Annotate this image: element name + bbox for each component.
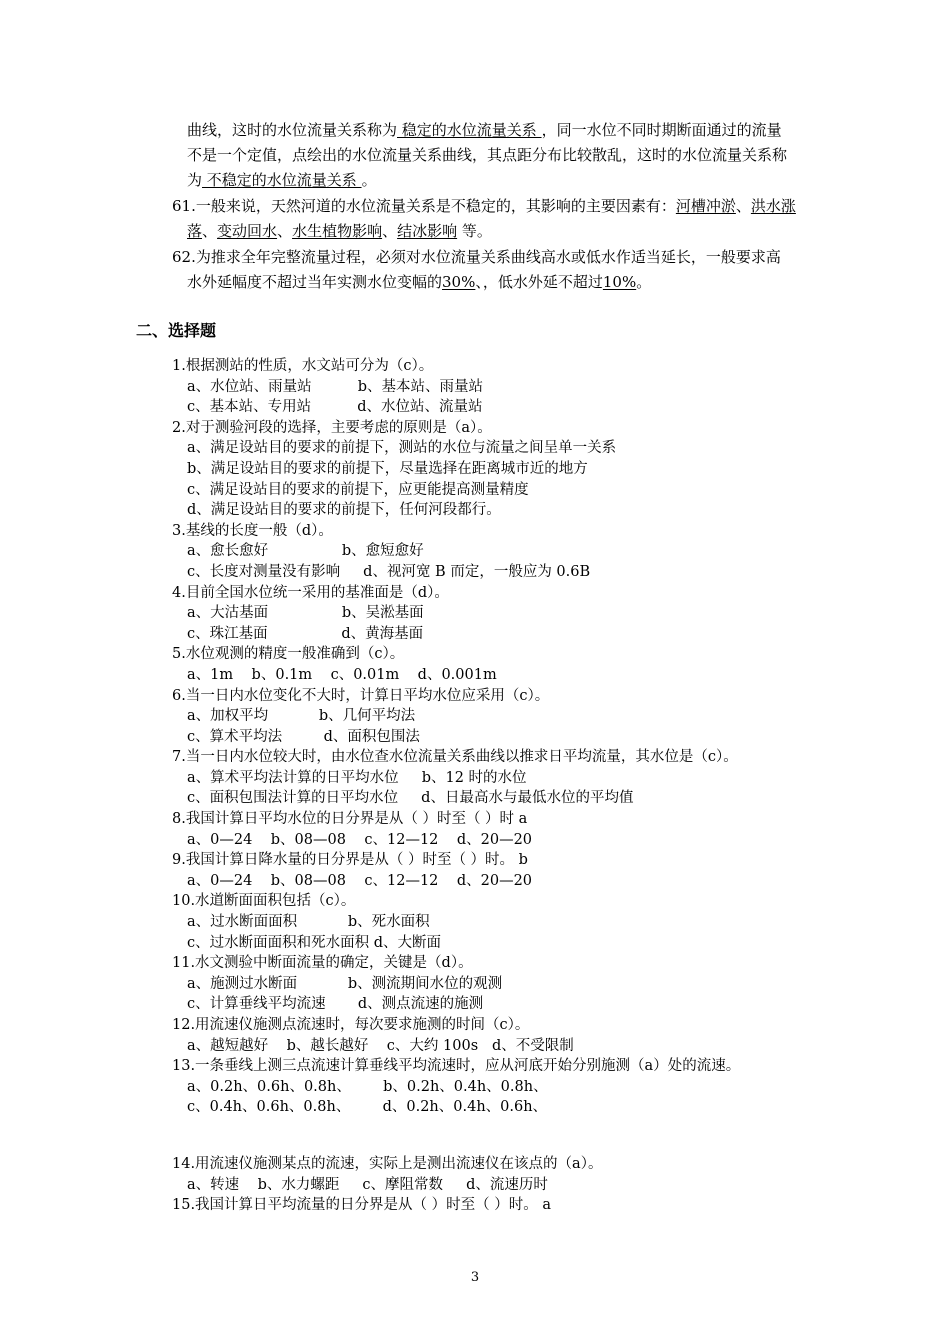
- question-options: a、施测过水断面 b、测流期间水位的观测: [187, 975, 503, 992]
- question-options: a、满足设站目的要求的前提下，测站的水位与流量之间呈单一关系: [187, 440, 617, 457]
- question-list: [172, 356, 872, 1118]
- question-stem: 12.用流速仪施测点流速时，每次要求施测的时间（c）。: [172, 1017, 530, 1033]
- question-item: [172, 809, 872, 850]
- answer-underline: 落: [187, 222, 203, 240]
- question-stem: 9.我国计算日降水量的日分界是从（ ）时至（ ）时。 b: [172, 852, 528, 869]
- question-stem: 4.目前全国水位统一采用的基准面是（d）。: [172, 584, 449, 601]
- question-item: [172, 1154, 872, 1195]
- question-options: c、0.4h、0.6h、0.8h、 d、0.2h、0.4h、0.6h、: [187, 1099, 548, 1116]
- text-line: 曲线，这时的水位流量关系称为 稳定的水位流量关系 ，同一水位不同时期断面通过的流量: [187, 121, 782, 139]
- question-item: [172, 1015, 872, 1056]
- question-options: c、长度对测量没有影响 d、视河宽 B 而定，一般应为 0.6B: [187, 563, 591, 580]
- question-options: c、计算垂线平均流速 d、测点流速的施测: [187, 996, 484, 1013]
- section-heading: 二、选择题: [136, 321, 217, 340]
- question-stem: 15.我国计算日平均流量的日分界是从（ ）时至（ ）时。 a: [172, 1197, 552, 1214]
- answer-underline: 变动回水: [217, 222, 278, 240]
- question-options: a、水位站、雨量站 b、基本站、雨量站: [187, 378, 484, 395]
- answer-underline: 结冰影响: [397, 222, 458, 240]
- question-stem: 13.一条垂线上测三点流速计算垂线平均流速时，应从河底开始分别施测（a）处的流速。: [172, 1058, 741, 1075]
- question-item: [172, 747, 872, 809]
- question-item: [172, 686, 872, 748]
- text-line: 为 不稳定的水位流量关系 。: [187, 171, 377, 189]
- text-line: 落、变动回水、水生植物影响、结冰影响 等。: [187, 222, 492, 240]
- question-options: a、算术平均法计算的日平均水位 b、12 时的水位: [187, 769, 527, 786]
- text-line: 不是一个定值，点绘出的水位流量关系曲线，其点距分布比较散乱，这时的水位流量关系称: [187, 146, 788, 164]
- question-options: c、珠江基面 d、黄海基面: [187, 625, 424, 642]
- answer-underline: 河槽冲淤: [675, 197, 736, 215]
- question-options: a、0.2h、0.6h、0.8h、 b、0.2h、0.4h、0.8h、: [187, 1078, 548, 1095]
- question-item: [172, 891, 872, 953]
- question-stem: 6.当一日内水位变化不大时，计算日平均水位应采用（c）。: [172, 687, 550, 704]
- question-options: a、转速 b、水力螺距 c、摩阻常数 d、流速历时: [187, 1176, 548, 1193]
- fill-paragraph-60: [187, 118, 847, 193]
- page-number: 3: [470, 1270, 480, 1285]
- question-stem: 14.用流速仪施测某点的流速，实际上是测出流速仪在该点的（a）。: [172, 1156, 603, 1172]
- question-options: a、加权平均 b、几何平均法: [187, 708, 416, 725]
- question-options: c、过水断面面积和死水面积 d、大断面: [187, 934, 442, 951]
- question-stem: 10.水道断面面积包括（c）。: [172, 893, 356, 910]
- fill-paragraph-62: [172, 245, 832, 295]
- question-options: a、0—24 b、08—08 c、12—12 d、20—20: [187, 872, 533, 889]
- answer-underline: 不稳定的水位流量关系: [202, 171, 362, 189]
- question-item: [172, 583, 872, 645]
- question-item: [172, 1056, 872, 1118]
- question-item: [172, 953, 872, 1015]
- question-options: a、越短越好 b、越长越好 c、大约 100s d、不受限制: [187, 1037, 574, 1054]
- question-options: c、满足设站目的要求的前提下，应更能提高测量精度: [187, 481, 529, 498]
- answer-underline: 10%: [602, 273, 637, 291]
- answer-underline: 水生植物影响: [292, 222, 383, 240]
- question-options: c、面积包围法计算的日平均水位 d、日最高水与最低水位的平均值: [187, 790, 634, 807]
- question-options: a、愈长愈好 b、愈短愈好: [187, 543, 424, 560]
- question-options: b、满足设站目的要求的前提下，尽量选择在距离城市近的地方: [187, 460, 588, 477]
- answer-underline: 洪水涨: [750, 197, 796, 215]
- question-options: a、1m b、0.1m c、0.01m d、0.001m: [187, 666, 497, 683]
- question-options: c、基本站、专用站 d、水位站、流量站: [187, 399, 483, 416]
- question-stem: 11.水文测验中断面流量的确定，关键是（d）。: [172, 955, 473, 972]
- text-line: 62.为推求全年完整流量过程，必须对水位流量关系曲线高水或低水作适当延长，一般要求高: [172, 248, 781, 266]
- question-item: [172, 356, 872, 418]
- question-stem: 1.根据测站的性质，水文站可分为（c）。: [172, 358, 434, 374]
- fill-paragraph-61: [172, 194, 832, 244]
- question-options: a、0—24 b、08—08 c、12—12 d、20—20: [187, 831, 533, 848]
- answer-underline: 稳定的水位流量关系: [397, 121, 542, 139]
- question-item: [172, 418, 872, 521]
- text-line: 61.一般来说，天然河道的水位流量关系是不稳定的，其影响的主要因素有：河槽冲淤、洪水涨: [172, 197, 796, 215]
- question-stem: 2.对于测验河段的选择，主要考虑的原则是（a）。: [172, 419, 492, 436]
- question-stem: 5.水位观测的精度一般准确到（c）。: [172, 646, 405, 663]
- question-options: a、过水断面面积 b、死水面积: [187, 914, 430, 931]
- question-options: a、大沽基面 b、吴淞基面: [187, 605, 424, 622]
- question-options: d、满足设站目的要求的前提下，任何河段都行。: [187, 502, 501, 519]
- question-list-continued: [172, 1154, 872, 1216]
- question-stem: 7.当一日内水位较大时，由水位查水位流量关系曲线以推求日平均流量，其水位是（c）。: [172, 749, 738, 766]
- question-options: c、算术平均法 d、面积包围法: [187, 728, 420, 745]
- text-line: 水外延幅度不超过当年实测水位变幅的30%、，低水外延不超过10%。: [187, 273, 652, 291]
- answer-underline: 30%: [442, 273, 476, 291]
- question-item: [172, 521, 872, 583]
- question-item: [172, 1195, 872, 1216]
- question-item: [172, 850, 872, 891]
- question-stem: 3.基线的长度一般（d）。: [172, 522, 333, 539]
- question-stem: 8.我国计算日平均水位的日分界是从（ ）时至（ ）时 a: [172, 811, 528, 828]
- question-item: [172, 644, 872, 685]
